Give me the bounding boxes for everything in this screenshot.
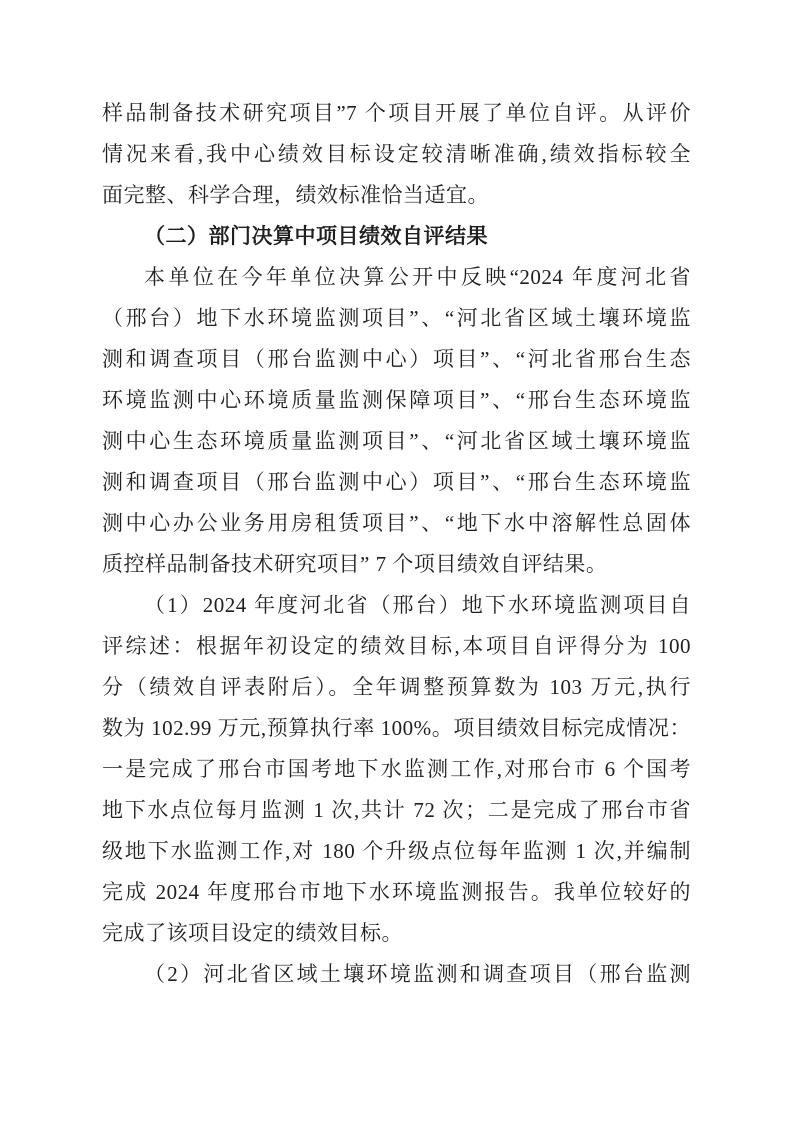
text-line: 测和调查项目（邢台监测中心）项目”、“邢台生态环境监: [102, 470, 691, 494]
text-line: 测中心办公业务用房租赁项目”、“地下水中溶解性总固体: [102, 511, 691, 535]
text-line: 一是完成了邢台市国考地下水监测工作,对邢台市 6 个国考: [102, 757, 691, 781]
text-line: （1）2024 年度河北省（邢台）地下水环境监测项目自: [144, 593, 691, 617]
section-heading: （二）部门决算中项目绩效自评结果: [144, 224, 488, 248]
text-line: 数为 102.99 万元,预算执行率 100%。项目绩效目标完成情况：: [102, 716, 691, 740]
document-body: [102, 93, 691, 995]
text-line: 地下水点位每月监测 1 次,共计 72 次；二是完成了邢台市省: [102, 798, 691, 822]
text-line: 级地下水监测工作,对 180 个升级点位每年监测 1 次,并编制: [102, 839, 691, 863]
text-line: （邢台）地下水环境监测项目”、“河北省区域土壤环境监: [102, 306, 691, 330]
text-line: 本单位在今年单位决算公开中反映“2024 年度河北省: [144, 265, 691, 289]
text-line: 测中心生态环境质量监测项目”、“河北省区域土壤环境监: [102, 429, 691, 453]
text-line: 环境监测中心环境质量监测保障项目”、“邢台生态环境监: [102, 388, 691, 412]
text-line: 质控样品制备技术研究项目” 7 个项目绩效自评结果。: [102, 552, 608, 576]
text-line: （2）河北省区域土壤环境监测和调查项目（邢台监测: [144, 962, 691, 986]
text-line: 完成 2024 年度邢台市地下水环境监测报告。我单位较好的: [102, 880, 691, 904]
text-line: 面完整、科学合理，绩效标准恰当适宜。: [102, 183, 489, 207]
text-line: 情况来看,我中心绩效目标设定较清晰准确,绩效指标较全: [102, 142, 691, 166]
text-line: 评综述：根据年初设定的绩效目标,本项目自评得分为 100: [102, 634, 691, 658]
text-line: 完成了该项目设定的绩效目标。: [102, 921, 403, 945]
text-line: 测和调查项目（邢台监测中心）项目”、“河北省邢台生态: [102, 347, 691, 371]
text-line: 分（绩效自评表附后）。全年调整预算数为 103 万元,执行: [102, 675, 691, 699]
text-line: 样品制备技术研究项目”7 个项目开展了单位自评。从评价: [102, 101, 691, 125]
